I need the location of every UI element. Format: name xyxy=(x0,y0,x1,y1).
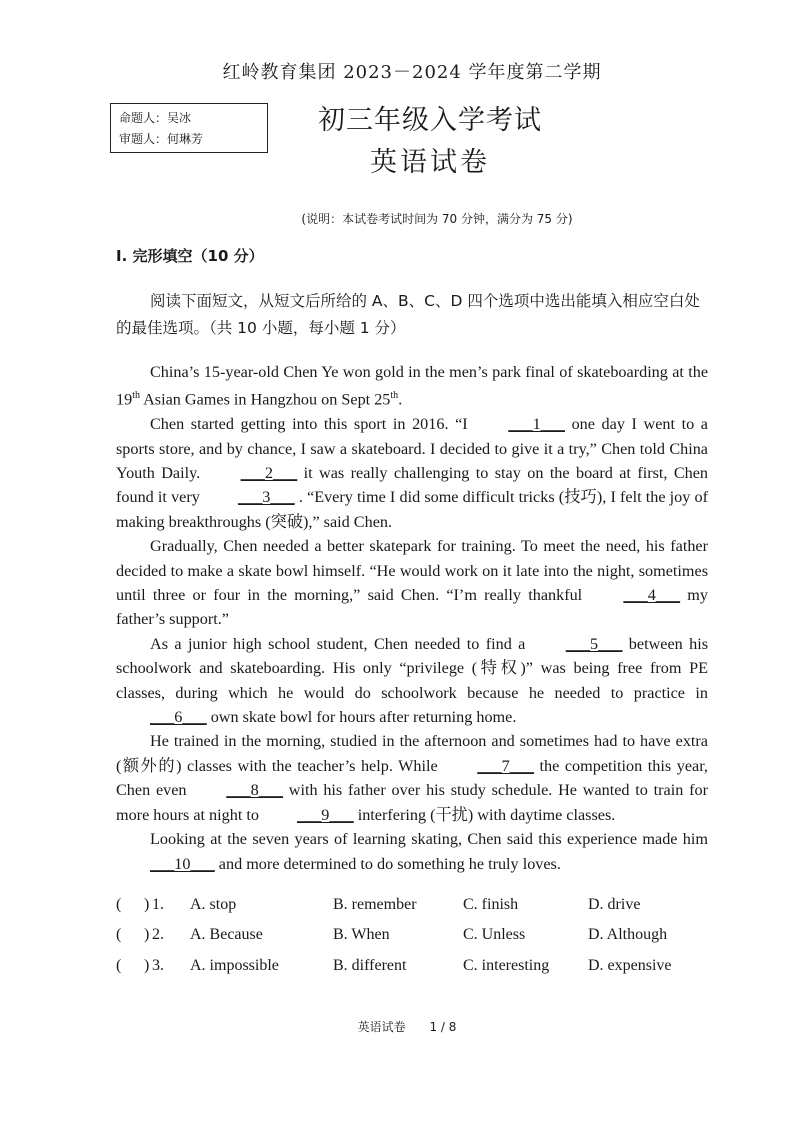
page-footer xyxy=(0,1018,794,1035)
exam-note: (说明：本试卷考试时间为 70 分钟，满分为 75 分) xyxy=(301,212,573,226)
paragraph-2: Chen started getting into this sport in 2016. “I ___1___ one day I went to a sports store, and by chance, I saw a skateboard. I decided to give it a try,” Chen told China Youth Daily. ___2___ it was really challenging to stay on the board at first, Chen found it very ___3___ . “Every time I did some difficult tricks (技巧), I felt the joy of making breakthroughs (突破),” said Chen. xyxy=(116,412,708,534)
footer-label: 英语试卷 xyxy=(357,1020,406,1034)
answer-paren-open: ( xyxy=(116,896,122,913)
section-heading: I. 完形填空（10 分） xyxy=(116,247,264,265)
section-instructions: 阅读下面短文，从短文后所给的 A、B、C、D 四个选项中选出能填入相应空白处的最佳选项。（共 10 小题，每小题 1 分） xyxy=(116,292,700,337)
reviewer-line: 审题人：何琳芳 xyxy=(119,132,204,146)
paragraph-5: He trained in the morning, studied in the afternoon and sometimes had to have extra (额外的) classes with the teacher’s help. While ___7___ the competition this year, Chen even ___8___ with his father over his study schedule. He wanted to train for more hours at night to ___9___ interfering (干扰) with daytime classes. xyxy=(116,729,708,827)
option-b: B. different xyxy=(333,957,407,974)
paragraph-6: Looking at the seven years of learning skating, Chen said this experience made him ___10___ and more determined to do something he truly loves. xyxy=(116,827,708,876)
blank-7: ___7___ xyxy=(477,756,534,775)
answer-paren-open: ( xyxy=(116,957,122,974)
cloze-passage xyxy=(116,360,708,876)
option-c: C. finish xyxy=(463,896,519,913)
blank-9: ___9___ xyxy=(297,805,354,824)
answer-paren-close: ) xyxy=(144,926,150,943)
option-d: D. Although xyxy=(588,926,668,943)
blank-4: ___4___ xyxy=(623,586,681,605)
blank-3: ___3___ xyxy=(238,488,295,507)
question-number: 3. xyxy=(152,957,164,974)
option-b: B. remember xyxy=(333,896,417,913)
question-row xyxy=(116,926,716,950)
exam-title: 初三年级入学考试 xyxy=(318,105,542,136)
option-b: B. When xyxy=(333,926,390,943)
option-d: D. expensive xyxy=(588,957,672,974)
option-a: A. Because xyxy=(190,926,263,943)
blank-5: ___5___ xyxy=(565,634,623,653)
question-row xyxy=(116,957,716,981)
authors-box xyxy=(110,103,268,153)
question-row xyxy=(116,896,716,920)
school-term-header: 红岭教育集团 2023－2024 学年度第二学期 xyxy=(222,62,602,83)
page-number: 1 / 8 xyxy=(429,1020,457,1034)
option-a: A. impossible xyxy=(190,957,279,974)
blank-1: ___1___ xyxy=(508,415,565,434)
answer-paren-close: ) xyxy=(144,896,150,913)
paragraph-1: China’s 15-year-old Chen Ye won gold in the men’s park final of skateboarding at the 19th Asian Games in Hangzhou on Sept 25th. xyxy=(116,363,708,409)
blank-8: ___8___ xyxy=(226,781,283,800)
option-c: C. interesting xyxy=(463,957,550,974)
blank-6: ___6___ xyxy=(150,708,207,727)
option-d: D. drive xyxy=(588,896,641,913)
answer-paren-close: ) xyxy=(144,957,150,974)
blank-10: ___10___ xyxy=(150,854,215,873)
question-number: 1. xyxy=(152,896,164,913)
blank-2: ___2___ xyxy=(240,464,298,483)
paragraph-4: As a junior high school student, Chen needed to find a ___5___ between his schoolwork and skateboarding. His only “privilege (特权)” was being free from PE classes, during which he would do schoolwork because he needed to practice in ___6___ own skate bowl for hours after returning home. xyxy=(116,632,708,730)
answer-paren-open: ( xyxy=(116,926,122,943)
exam-subject: 英语试卷 xyxy=(370,147,490,178)
paragraph-3: Gradually, Chen needed a better skatepark for training. To meet the need, his father decided to make a skate bowl himself. “He would work on it late into the night, sometimes until three or four in the morning,” said Chen. “I’m really thankful ___4___ my father’s support.” xyxy=(116,537,708,629)
option-c: C. Unless xyxy=(463,926,526,943)
setter-line: 命题人：吴冰 xyxy=(119,111,192,125)
option-a: A. stop xyxy=(190,896,237,913)
question-number: 2. xyxy=(152,926,164,943)
